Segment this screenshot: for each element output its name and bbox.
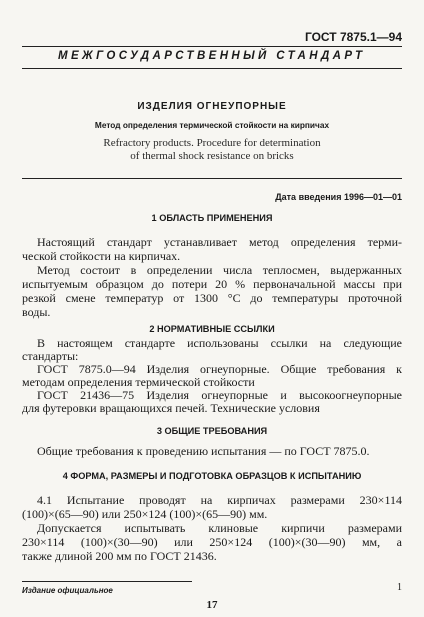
section-2-line: ГОСТ 21436—75 Изделия огнеупорные и высокоогнеупорные	[37, 388, 402, 402]
section-1-line: испытуемым образцом до потери 20 % первоначальной массы при	[22, 277, 402, 291]
section-1-heading: 1 ОБЛАСТЬ ПРИМЕНЕНИЯ	[151, 213, 273, 223]
section-1-line: ческой стойкости на кирпичах.	[22, 249, 181, 263]
introduction-date: Дата введения 1996—01—01	[275, 192, 402, 202]
section-2-line: методам определения термической стойкости	[22, 375, 255, 389]
section-3-heading: 3 ОБЩИЕ ТРЕБОВАНИЯ	[156, 426, 268, 436]
section-1-line: Настоящий стандарт устанавливает метод определения терми-	[37, 235, 402, 249]
english-title-line-2: of thermal shock resistance on bricks	[130, 150, 294, 162]
section-3-line: Общие требования к проведению испытания — по ГОСТ 7875.0.	[37, 444, 370, 458]
official-edition-label: Издание официальное	[22, 586, 113, 595]
document-title: ИЗДЕЛИЯ ОГНЕУПОРНЫЕ	[137, 101, 287, 112]
gost-number: ГОСТ 7875.1—94	[304, 30, 402, 44]
corner-number: 1	[397, 582, 402, 593]
header-top-rule	[22, 46, 402, 47]
section-4-line: (100)×(65—90) или 250×124 (100)×(65—90) мм.	[22, 507, 268, 521]
section-1-line: Метод состоит в определении числа теплосмен, выдержанных	[37, 263, 402, 277]
english-title-line-1: Refractory products. Procedure for determination	[103, 137, 321, 149]
section-1-line: воды.	[22, 305, 51, 319]
section-4-line: 230×114 (100)×(30—90) или 250×124 (100)×(30—90) мм, а	[22, 535, 402, 549]
header-bottom-rule	[22, 68, 402, 69]
document-subtitle: Метод определения термической стойкости на кирпичах	[94, 120, 330, 130]
section-2-line: В настоящем стандарте использованы ссылки на следующие	[37, 336, 402, 350]
section-4-heading: 4 ФОРМА, РАЗМЕРЫ И ПОДГОТОВКА ОБРАЗЦОВ К ИСПЫТАНИЮ	[62, 471, 362, 481]
section-2-heading: 2 НОРМАТИВНЫЕ ССЫЛКИ	[149, 324, 275, 334]
section-2-line: для футеровки вращающихся печей. Технические условия	[22, 401, 320, 415]
title-separator-rule	[22, 178, 402, 179]
section-4-line: также длиной 200 мм по ГОСТ 21436.	[22, 549, 217, 563]
section-4-line: 4.1 Испытание проводят на кирпичах размерами 230×114	[37, 493, 402, 507]
footer-rule	[22, 581, 192, 582]
section-2-line: стандарты:	[22, 349, 79, 363]
section-1-line: резкой смене температур от 1300 °С до температуры проточной	[22, 291, 402, 305]
section-2-line: ГОСТ 7875.0—94 Изделия огнеупорные. Общие требования к	[37, 362, 402, 376]
page-number: 17	[206, 599, 218, 611]
standard-type-banner: МЕЖГОСУДАРСТВЕННЫЙ СТАНДАРТ	[58, 50, 366, 62]
section-4-line: Допускается испытывать клиновые кирпичи размерами	[37, 521, 402, 535]
